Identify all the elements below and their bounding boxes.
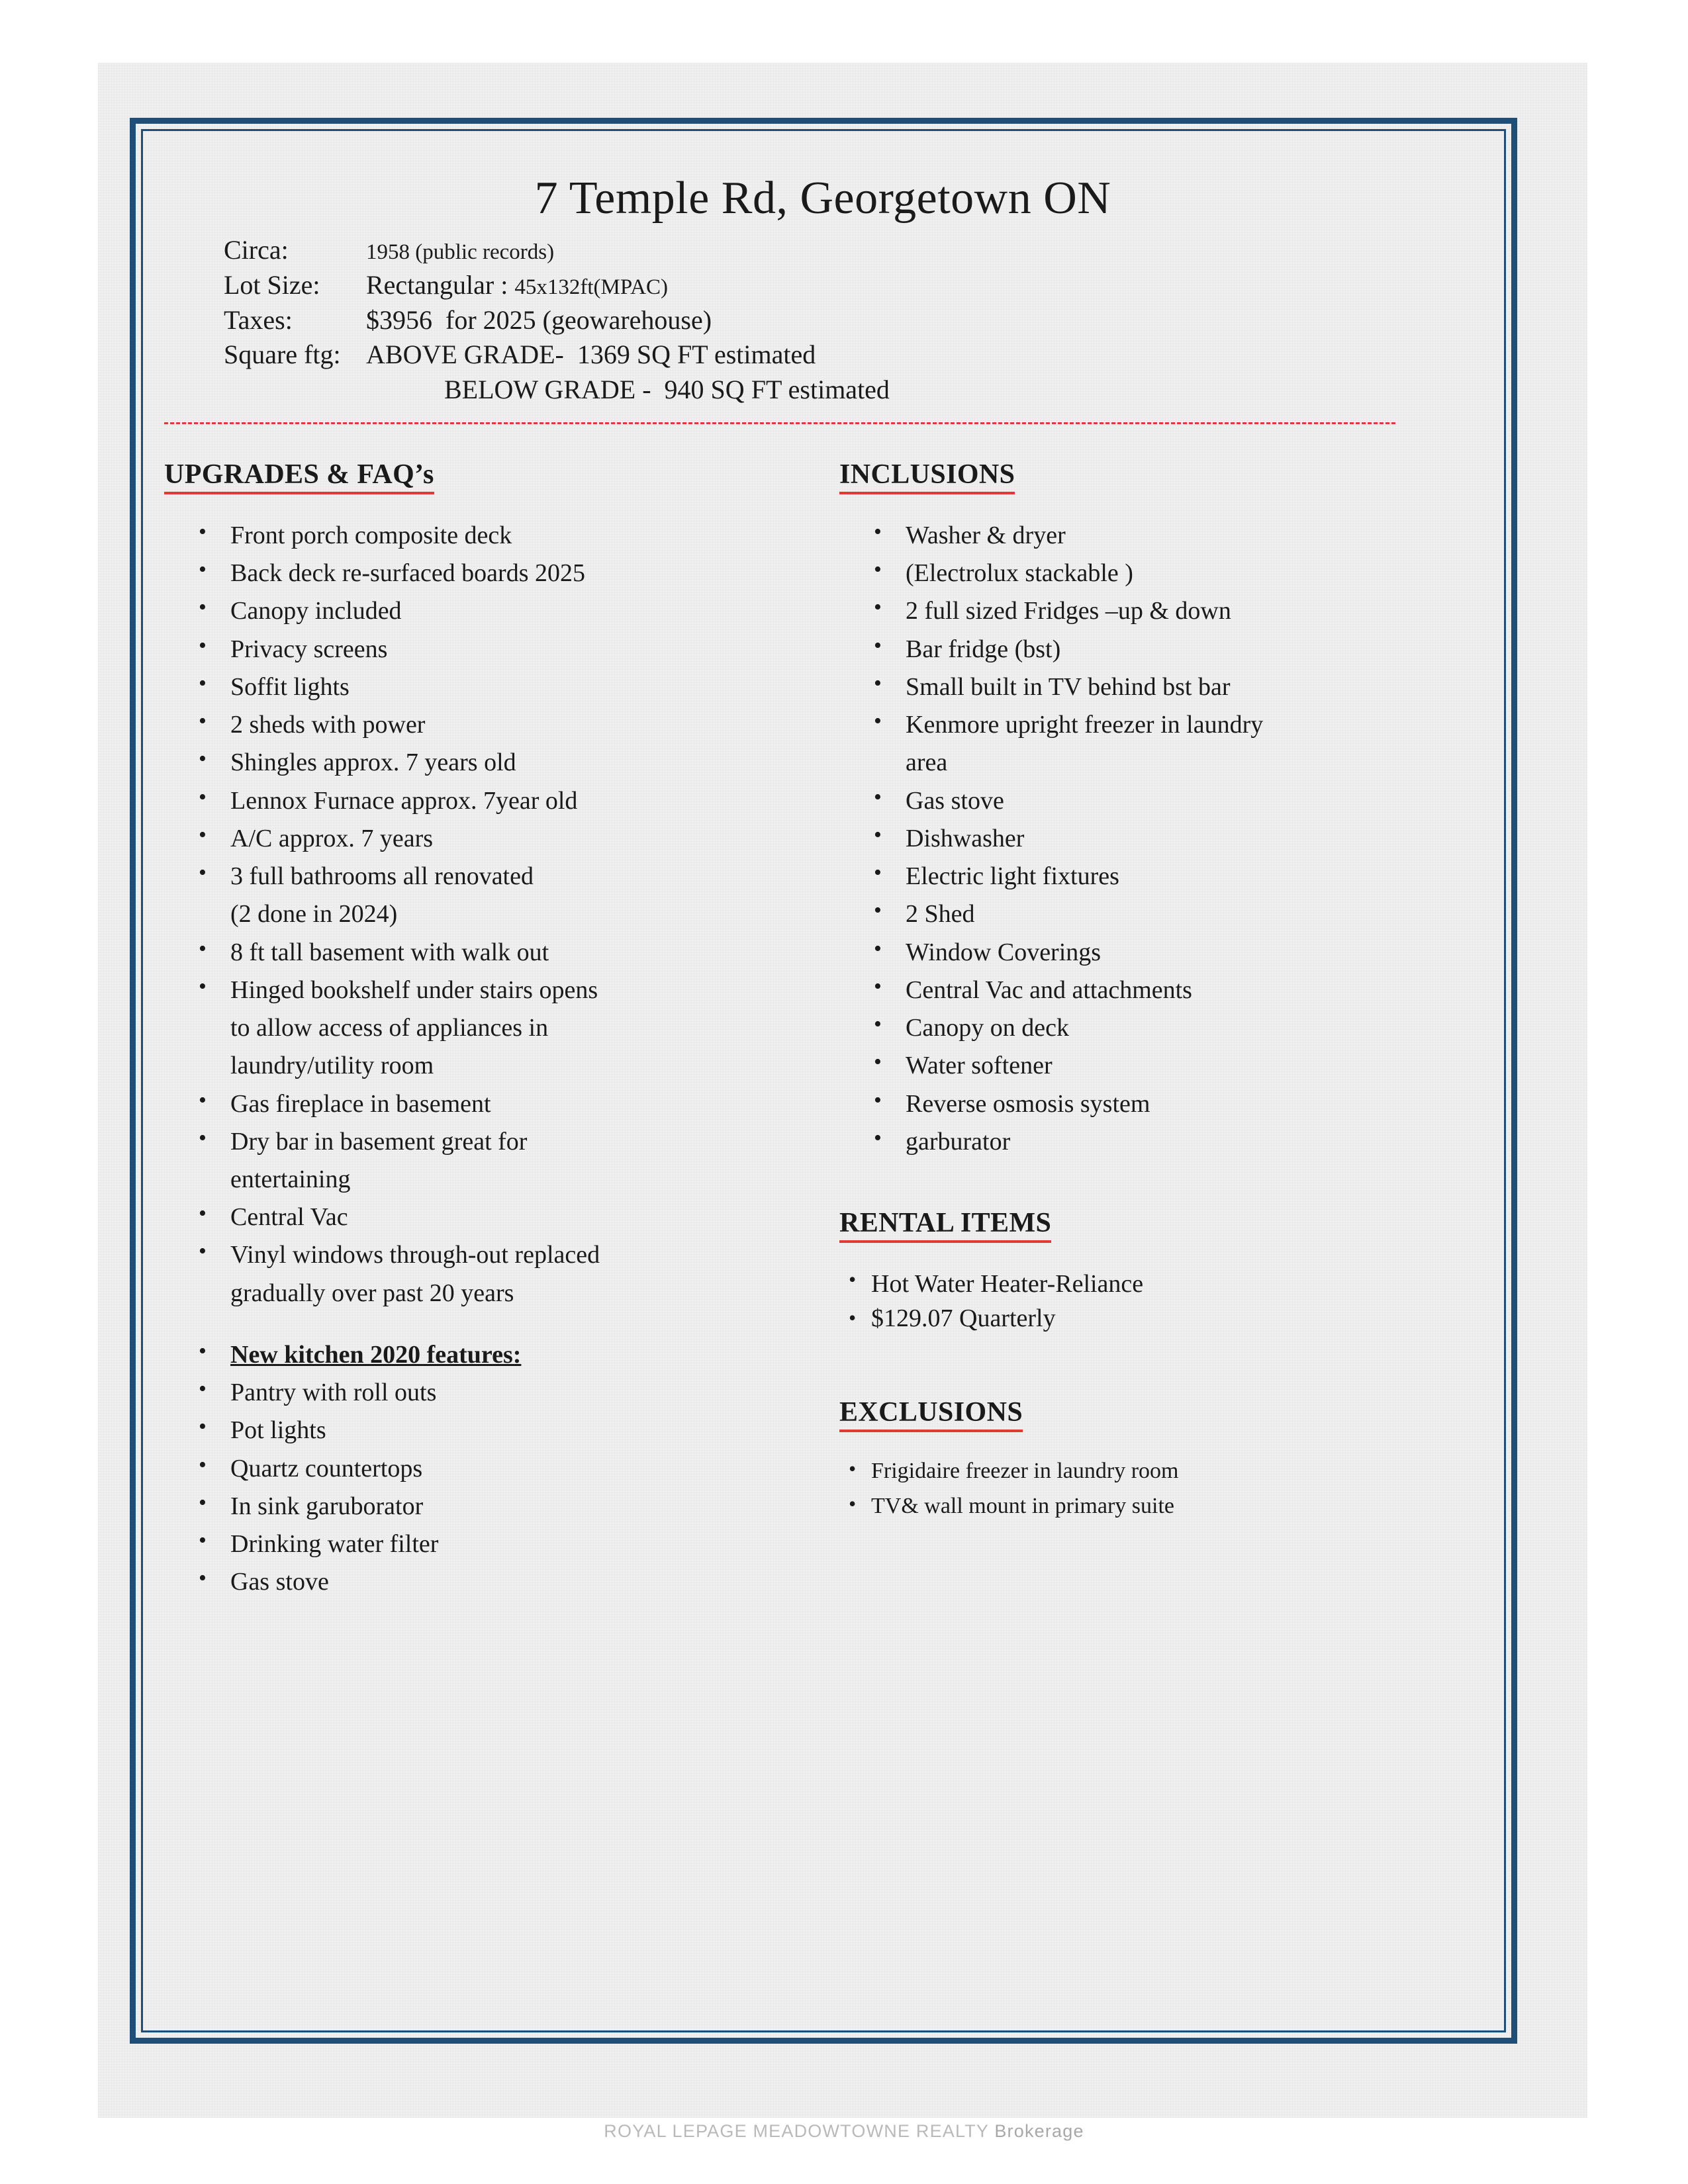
fact-lotsize-value-detail: 45x132ft(MPAC) [514, 275, 669, 299]
fact-sqft-above-value: ABOVE GRADE- 1369 SQ FT estimated [366, 340, 816, 370]
list-item: • Dishwasher [839, 820, 1475, 857]
inclusions-list [839, 517, 1475, 1160]
list-item: • Shingles approx. 7 years old [164, 744, 839, 781]
list-item: • Central Vac and attachments [839, 972, 1475, 1009]
fact-lotsize-label: Lot Size: [224, 269, 320, 300]
spacer [164, 1312, 839, 1336]
column-left [164, 459, 839, 1602]
list-item: • Lennox Furnace approx. 7year old [164, 782, 839, 819]
footer-brokerage-name: ROYAL LEPAGE MEADOWTOWNE REALTY [604, 2121, 989, 2141]
list-item: • Canopy included [164, 592, 839, 629]
fact-sqft-above [224, 338, 1481, 373]
list-item-continuation: (2 done in 2024) [230, 900, 398, 929]
list-item: • Canopy on deck [839, 1009, 1475, 1046]
list-item: • Water softener [839, 1047, 1475, 1084]
list-item: • In sink garuborator [164, 1488, 839, 1525]
list-item-continuation [839, 1304, 1475, 1341]
list-item: • (Electrolux stackable ) [839, 555, 1475, 592]
list-item: • Washer & dryer [839, 517, 1475, 554]
list-item: • 2 full sized Fridges –up & down [839, 592, 1475, 629]
list-item: • Hot Water Heater-Reliance [839, 1265, 1475, 1302]
list-item: • Reverse osmosis system [839, 1085, 1475, 1122]
exclusions-heading: EXCLUSIONS [839, 1396, 1023, 1432]
list-item: • Gas fireplace in basement [164, 1085, 839, 1122]
list-item: • Gas stove [164, 1563, 839, 1600]
list-item: • Hinged bookshelf under stairs opens [164, 972, 839, 1009]
fact-taxes-value: $3956 for 2025 (geowarehouse) [366, 304, 712, 335]
list-item: • Drinking water filter [164, 1525, 839, 1563]
footer-brokerage-suffix: Brokerage [994, 2121, 1084, 2141]
list-item: • Back deck re-surfaced boards 2025 [164, 555, 839, 592]
column-right [839, 459, 1475, 1602]
kitchen-heading-item [164, 1336, 839, 1373]
list-item: • Pantry with roll outs [164, 1374, 839, 1411]
list-item: • Front porch composite deck [164, 517, 839, 554]
property-facts [224, 233, 1481, 408]
list-item-continuation: laundry/utility room [230, 1052, 434, 1080]
rental-items-list [839, 1265, 1475, 1341]
list-item: • Quartz countertops [164, 1450, 839, 1487]
kitchen-heading: New kitchen 2020 features: [230, 1340, 522, 1369]
fact-sqft-below [224, 373, 1481, 408]
footer-watermark [0, 2121, 1688, 2142]
fact-taxes-label: Taxes: [224, 304, 293, 335]
list-item: • Kenmore upright freezer in laundry [839, 706, 1475, 743]
two-column-body [164, 459, 1481, 1602]
list-item-continuation: gradually over past 20 years [230, 1279, 514, 1307]
list-item: • 2 sheds with power [164, 706, 839, 743]
fact-circa [224, 233, 1481, 268]
fact-sqft-below-value: BELOW GRADE - 940 SQ FT estimated [444, 375, 890, 405]
page-title: 7 Temple Rd, Georgetown ON [534, 173, 1111, 224]
list-item: • Dry bar in basement great for [164, 1123, 839, 1160]
exclusions-list [839, 1455, 1475, 1523]
section-divider [164, 422, 1395, 424]
fact-lotsize [224, 268, 1481, 303]
list-item: • TV& wall mount in primary suite [839, 1490, 1475, 1523]
list-item: • Window Coverings [839, 934, 1475, 971]
list-item: • Pot lights [164, 1412, 839, 1449]
fact-sqft-label: Square ftg: [224, 340, 341, 370]
list-item: • 2 Shed [839, 895, 1475, 933]
list-item: • Electric light fixtures [839, 858, 1475, 895]
list-item-continuation: entertaining [230, 1165, 351, 1193]
fact-circa-value: 1958 (public records) [366, 240, 555, 264]
list-item: • 8 ft tall basement with walk out [164, 934, 839, 971]
document-content [164, 149, 1481, 1602]
list-item: • Central Vac [164, 1199, 839, 1236]
list-item: • Gas stove [839, 782, 1475, 819]
rental-items-price: $129.07 Quarterly [871, 1304, 1056, 1333]
list-item: • A/C approx. 7 years [164, 820, 839, 857]
spacer [839, 1333, 1475, 1396]
list-item: • Soffit lights [164, 668, 839, 705]
upgrades-list [164, 517, 839, 1312]
upgrades-heading: UPGRADES & FAQ’s [164, 459, 434, 494]
list-item-continuation: to allow access of appliances in [230, 1014, 549, 1042]
spacer [839, 1161, 1475, 1207]
list-item-continuation: area [906, 749, 948, 777]
list-item: • Privacy screens [164, 631, 839, 668]
rental-items-heading: RENTAL ITEMS [839, 1207, 1051, 1243]
list-item: • Vinyl windows through-out replaced [164, 1236, 839, 1273]
list-item: • 3 full bathrooms all renovated [164, 858, 839, 895]
fact-lotsize-value: Rectangular : [366, 269, 515, 300]
inclusions-heading: INCLUSIONS [839, 459, 1015, 494]
fact-circa-label: Circa: [224, 235, 289, 265]
kitchen-list [164, 1336, 839, 1601]
list-item: • Small built in TV behind bst bar [839, 668, 1475, 705]
list-item: • garburator [839, 1123, 1475, 1160]
list-item: • Bar fridge (bst) [839, 631, 1475, 668]
list-item: • Frigidaire freezer in laundry room [839, 1455, 1475, 1488]
fact-taxes [224, 303, 1481, 338]
